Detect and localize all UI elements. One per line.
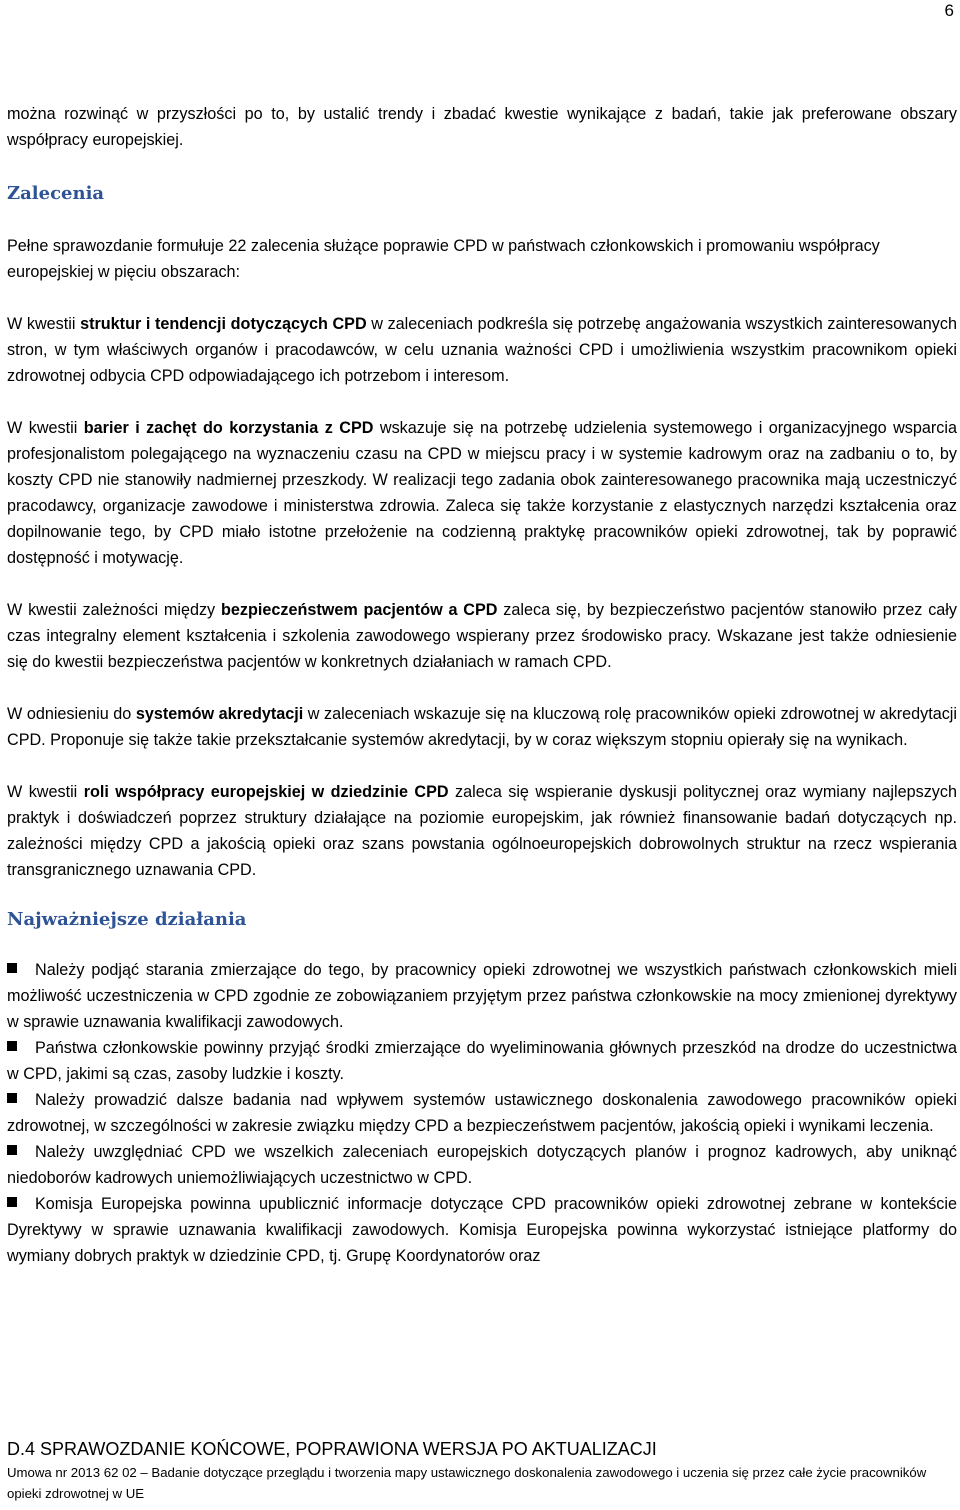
footer-contract-info: Umowa nr 2013 62 02 – Badanie dotyczące przeglądu i tworzenia mapy ustawicznego doskonalenia zawodowego i uczenia się przez całe życie pracowników opieki zdrowotnej w UE xyxy=(7,1465,927,1501)
intro-paragraph: można rozwinąć w przyszłości po to, by ustalić trendy i zbadać kwestie wynikające z badań, takie jak preferowane obszary współpracy europejskiej. xyxy=(7,105,957,149)
list-item-text: Należy podjąć starania zmierzające do tego, by pracownicy opieki zdrowotnej we wszystkich państwach członkowskich mieli możliwość uczestniczenia w CPD zgodnie ze zobowiązaniem przyjętym przez państwa członkowskie na mocy zmienionej dyrektywy w sprawie uznawania kwalifikacji zawodowych. xyxy=(7,961,957,1031)
list-item xyxy=(7,1191,957,1269)
paragraph-emphasis: roli współpracy europejskiej w dziedzinie CPD xyxy=(83,783,449,801)
list-item-text: Komisja Europejska powinna upublicznić informacje dotyczące CPD pracowników opieki zdrowotnej zebrane w kontekście Dyrektywy w sprawie uznawania kwalifikacji zawodowych. Komisja Europejska powinna wykorzystać istniejące platformy do wymiany dobrych praktyk w dziedzinie CPD, tj. Grupę Koordynatorów oraz xyxy=(7,1195,957,1265)
paragraph-emphasis: bezpieczeństwem pacjentów a CPD xyxy=(220,601,498,619)
paragraph-text: W kwestii zależności między xyxy=(7,601,221,619)
paragraph-text: W kwestii xyxy=(7,783,84,801)
paragraph-text: w zaleceniach podkreśla się potrzebę angażowania wszystkich zainteresowanych stron, w tym właściwych organów i pracodawców, w celu uznania ważności CPD i umożliwienia wszystkim pracownikom opieki zdrowotnej odbycia CPD odpowiadającego ich potrzebom i interesom. xyxy=(7,315,957,385)
paragraph-text: W kwestii xyxy=(7,315,81,333)
list-item-text: Państwa członkowskie powinny przyjąć środki zmierzające do wyeliminowania głównych przeszkód na drodze do uczestnictwa w CPD, jakimi są czas, zasoby ludzkie i koszty. xyxy=(7,1039,957,1083)
recommendation-paragraph-accreditation xyxy=(7,701,957,753)
square-bullet-icon xyxy=(7,1041,17,1051)
square-bullet-icon xyxy=(7,963,17,973)
recommendation-paragraph-patient-safety xyxy=(7,597,957,675)
paragraph-emphasis: barier i zachęt do korzystania z CPD xyxy=(83,419,374,437)
list-item-text: Należy uwzględniać CPD we wszelkich zaleceniach europejskich dotyczących planów i prognoz kadrowych, aby uniknąć niedoborów kadrowych uniemożliwiających uczestnictwo w CPD. xyxy=(7,1143,957,1187)
key-actions-list xyxy=(7,957,957,1269)
paragraph-text: zaleca się, by bezpieczeństwo pacjentów stanowiło przez cały czas integralny element kształcenia i szkolenia zawodowego wspierany przez środowisko pracy. Wskazane jest także odniesienie się do kwestii bezpieczeństwa pacjentów w konkretnych działaniach w ramach CPD. xyxy=(7,601,957,671)
recommendation-paragraph-structures xyxy=(7,311,957,389)
paragraph-text: zaleca się wspieranie dyskusji politycznej oraz wymiany najlepszych praktyk i doświadczeń poprzez struktury działające na poziomie europejskim, jak również finansowanie badań dotyczących np. zależności między CPD a jakością opieki oraz szans powstania ogólnoeuropejskich dobrowolnych struktur na rzecz wspierania transgranicznego uznawania CPD. xyxy=(7,783,957,879)
page-footer xyxy=(7,1437,957,1504)
list-item xyxy=(7,1087,957,1139)
document-body xyxy=(7,101,957,1269)
recommendations-lead: Pełne sprawozdanie formułuje 22 zalecenia służące poprawie CPD w państwach członkowskich i promowaniu współpracy europejskiej w pięciu obszarach: xyxy=(7,237,880,281)
list-item-text: Należy prowadzić dalsze badania nad wpływem systemów ustawicznego doskonalenia zawodowego pracowników opieki zdrowotnej, w szczególności w zakresie związku między CPD a bezpieczeństwem pacjentów, jakością opieki i wynikami leczenia. xyxy=(7,1091,957,1135)
section-heading-key-actions: Najważniejsze działania xyxy=(7,909,247,930)
section-heading-recommendations: Zalecenia xyxy=(7,183,105,204)
list-item xyxy=(7,1139,957,1191)
paragraph-text: wskazuje się na potrzebę udzielenia systemowego i organizacyjnego wsparcia profesjonalistom polegającego na wyznaczeniu czasu na CPD w miejscu pracy i w systemie kadrowym oraz na zadbaniu o to, by koszty CPD nie stanowiły nadmiernej przeszkody. W realizacji tego zadania obok zainteresowanego pracownika mają uczestniczyć pracodawcy, organizacje zawodowe i ministerstwa zdrowia. Zaleca się także korzystanie z elastycznych narzędzi kształcenia oraz dopilnowanie tego, by CPD miało istotne przełożenie na codzienną praktykę pracowników opieki zdrowotnej, tak by poprawić dostępność i motywację. xyxy=(7,419,957,567)
paragraph-emphasis: struktur i tendencji dotyczących CPD xyxy=(80,315,367,333)
list-item xyxy=(7,1035,957,1087)
paragraph-text: W kwestii xyxy=(7,419,84,437)
paragraph-text: w zaleceniach wskazuje się na kluczową rolę pracowników opieki zdrowotnej w akredytacji CPD. Proponuje się także takie przekształcanie systemów akredytacji, by w coraz większym stopniu opierały się na wynikach. xyxy=(7,705,957,749)
paragraph-text: W odniesieniu do xyxy=(7,705,136,723)
page-number: 6 xyxy=(944,1,954,20)
recommendation-paragraph-barriers xyxy=(7,415,957,571)
square-bullet-icon xyxy=(7,1197,17,1207)
list-item xyxy=(7,957,957,1035)
footer-title: D.4 SPRAWOZDANIE KOŃCOWE, POPRAWIONA WERSJA PO AKTUALIZACJI xyxy=(7,1439,657,1459)
square-bullet-icon xyxy=(7,1145,17,1155)
square-bullet-icon xyxy=(7,1093,17,1103)
paragraph-emphasis: systemów akredytacji xyxy=(135,705,304,723)
recommendation-paragraph-european-cooperation xyxy=(7,779,957,883)
